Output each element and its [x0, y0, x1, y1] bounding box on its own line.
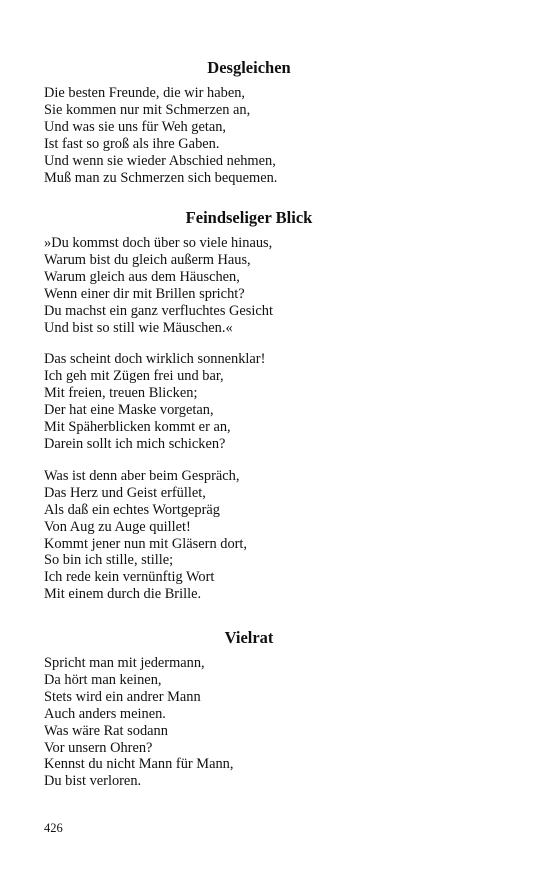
verse-line: Kommt jener nun mit Gläsern dort,	[44, 535, 248, 552]
verse-line: Warum gleich aus dem Häuschen,	[44, 268, 240, 285]
verse-line: Vor unsern Ohren?	[44, 739, 153, 756]
verse-line: Als daß ein echtes Wortgepräg	[44, 501, 221, 518]
poem-title: Vielrat	[224, 628, 274, 647]
verse-line: Von Aug zu Auge quillet!	[44, 518, 191, 535]
verse-line: Stets wird ein andrer Mann	[44, 688, 201, 705]
stanza	[44, 468, 504, 603]
page-number: 426	[44, 821, 63, 835]
verse-line: Wenn einer dir mit Brillen spricht?	[44, 285, 245, 302]
verse-line: Was wäre Rat sodann	[44, 722, 168, 739]
verse-line: Du machst ein ganz verfluchtes Gesicht	[44, 302, 273, 319]
poem-feindseliger-blick	[44, 208, 504, 618]
verse-line: »Du kommst doch über so viele hinaus,	[44, 235, 273, 251]
verse-line: Das scheint doch wirklich sonnenklar!	[44, 351, 266, 368]
verse-line: Die besten Freunde, die wir haben,	[44, 85, 246, 101]
verse-line: Spricht man mit jedermann,	[44, 655, 205, 671]
stanza	[44, 655, 504, 790]
verse-line: Da hört man keinen,	[44, 671, 162, 688]
verse-line: Der hat eine Maske vorgetan,	[44, 402, 214, 419]
verse-line: Was ist denn aber beim Gespräch,	[44, 467, 240, 484]
verse-line: Mit Späherblicken kommt er an,	[44, 419, 231, 436]
verse-line: Das Herz und Geist erfüllet,	[44, 484, 206, 501]
poem-vielrat	[44, 628, 504, 805]
verse-line: Ist fast so groß als ihre Gaben.	[44, 135, 220, 152]
stanza	[44, 85, 504, 186]
verse-line: Darein sollt ich mich schicken?	[44, 435, 226, 452]
stanza	[44, 351, 504, 452]
poem-title: Desgleichen	[207, 58, 291, 77]
verse-line: Du bist verloren.	[44, 773, 142, 790]
verse-line: Auch anders meinen.	[44, 705, 166, 722]
verse-line: Und wenn sie wieder Abschied nehmen,	[44, 152, 276, 169]
verse-line: So bin ich stille, stille;	[44, 552, 174, 569]
verse-line: Und bist so still wie Mäuschen.«	[44, 319, 233, 336]
verse-line: Ich rede kein vernünftig Wort	[44, 569, 215, 586]
verse-line: Und was sie uns für Weh getan,	[44, 118, 227, 135]
stanza	[44, 235, 504, 336]
verse-line: Kennst du nicht Mann für Mann,	[44, 756, 234, 773]
verse-line: Ich geh mit Zügen frei und bar,	[44, 368, 224, 385]
verse-line: Sie kommen nur mit Schmerzen an,	[44, 101, 251, 118]
verse-line: Warum bist du gleich außerm Haus,	[44, 251, 251, 268]
verse-line: Mit einem durch die Brille.	[44, 586, 202, 603]
poem-desgleichen	[44, 58, 504, 201]
verse-line: Muß man zu Schmerzen sich bequemen.	[44, 169, 278, 186]
poem-title: Feindseliger Blick	[185, 208, 313, 227]
verse-line: Mit freien, treuen Blicken;	[44, 385, 198, 402]
